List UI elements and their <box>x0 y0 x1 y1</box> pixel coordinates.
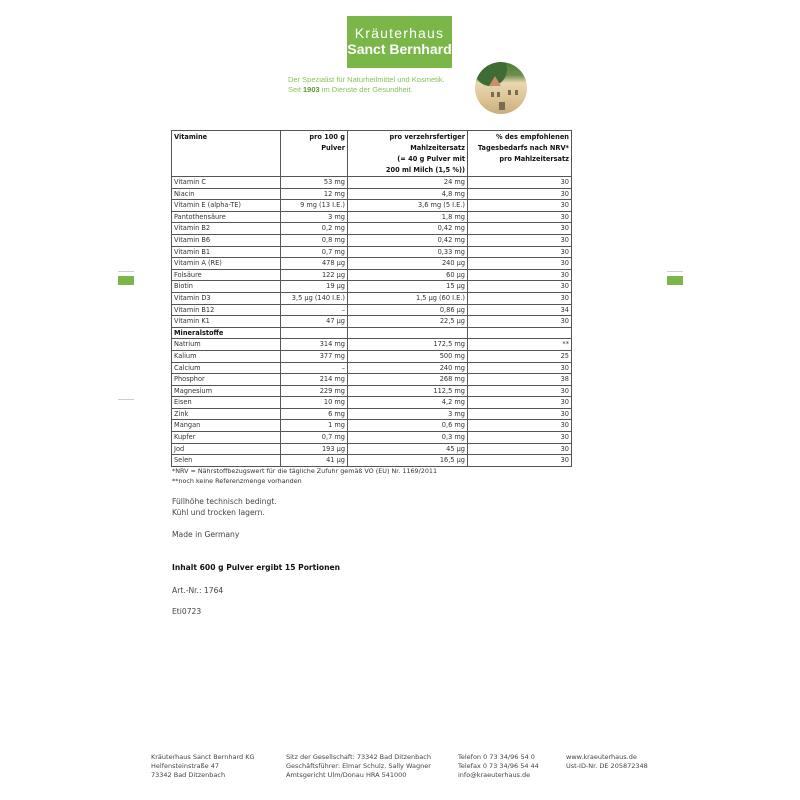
logo-line-2: Sanct Bernhard <box>347 41 452 57</box>
table-row <box>172 292 572 304</box>
value-per-100g: 9 mg (13 I.E.) <box>281 200 348 212</box>
window-shape <box>491 92 494 97</box>
table-row <box>172 327 572 339</box>
nrv-percent: 34 <box>468 304 572 316</box>
table-row <box>172 177 572 189</box>
header-text: Pulver <box>321 144 345 152</box>
value-per-meal: 60 µg <box>348 269 468 281</box>
nutrient-name: Calcium <box>172 362 281 374</box>
article-number: Art.-Nr.: 1764 <box>172 586 224 595</box>
logo-line-1: Kräuterhaus <box>354 25 445 41</box>
value-per-100g: 193 µg <box>281 443 348 455</box>
table-row <box>172 455 572 467</box>
table-row <box>172 420 572 432</box>
table-row <box>172 408 572 420</box>
table-row <box>172 281 572 293</box>
nutrient-name: Mangan <box>172 420 281 432</box>
nrv-percent: 30 <box>468 432 572 444</box>
tagline <box>288 75 445 95</box>
table-footnotes <box>172 466 437 486</box>
window-shape <box>515 90 518 95</box>
table-row <box>172 234 572 246</box>
nrv-percent: 30 <box>468 316 572 328</box>
footer-line: 73342 Bad Ditzenbach <box>151 771 226 779</box>
value-per-meal: 268 mg <box>348 374 468 386</box>
nutrition-table <box>171 130 572 467</box>
table-row <box>172 362 572 374</box>
value-per-meal: 500 mg <box>348 350 468 362</box>
nutrient-name: Niacin <box>172 188 281 200</box>
fold-mark-line <box>667 271 683 272</box>
content-info: Inhalt 600 g Pulver ergibt 15 Portionen <box>172 563 341 572</box>
footer-web <box>566 753 648 771</box>
footer-line: Geschäftsführer: Elmar Schulz, Sally Wagner <box>286 762 431 770</box>
header-text: % des empfohlenen <box>495 133 569 141</box>
table-row <box>172 269 572 281</box>
nrv-percent: 30 <box>468 269 572 281</box>
nutrient-name: Vitamin B6 <box>172 234 281 246</box>
nutrient-name: Kupfer <box>172 432 281 444</box>
footer-line: Helfensteinstraße 47 <box>151 762 219 770</box>
nutrient-name: Vitamin K1 <box>172 316 281 328</box>
value-per-meal: 45 µg <box>348 443 468 455</box>
header-per-meal <box>348 131 468 177</box>
table-row <box>172 339 572 351</box>
nrv-percent: 30 <box>468 455 572 467</box>
value-per-100g: 53 mg <box>281 177 348 189</box>
nutrient-name: Natrium <box>172 339 281 351</box>
nrv-percent: 30 <box>468 188 572 200</box>
value-per-100g: 0,7 mg <box>281 432 348 444</box>
nrv-percent: 30 <box>468 362 572 374</box>
building-photo <box>475 62 527 114</box>
table-row <box>172 374 572 386</box>
empty-cell <box>348 327 468 339</box>
value-per-meal: 4,8 mg <box>348 188 468 200</box>
nrv-percent: 30 <box>468 281 572 293</box>
value-per-meal: 0,42 mg <box>348 223 468 235</box>
nutrient-name: Vitamin A (RE) <box>172 258 281 270</box>
nrv-percent: 38 <box>468 374 572 386</box>
footer-line: Sitz der Gesellschaft: 73342 Bad Ditzenbach <box>286 753 431 761</box>
nrv-percent: 30 <box>468 408 572 420</box>
header-text: (= 40 g Pulver mit <box>397 155 465 163</box>
value-per-100g: 314 mg <box>281 339 348 351</box>
table-row <box>172 211 572 223</box>
footer-line: Kräuterhaus Sanct Bernhard KG <box>151 753 255 761</box>
table-row <box>172 246 572 258</box>
nutrient-name: Selen <box>172 455 281 467</box>
value-per-meal: 1,8 mg <box>348 211 468 223</box>
header-text: Tagesbedarfs nach NRV* <box>477 144 569 152</box>
value-per-100g: 19 µg <box>281 281 348 293</box>
footer-email-link[interactable]: info@kraeuterhaus.de <box>458 771 531 779</box>
section-label-minerals: Mineralstoffe <box>172 327 281 339</box>
minerals-body <box>172 339 572 467</box>
nrv-percent: ** <box>468 339 572 351</box>
value-per-meal: 172,5 mg <box>348 339 468 351</box>
fold-mark-line <box>118 399 134 400</box>
tagline-year: 1903 <box>303 85 320 94</box>
value-per-meal: 240 µg <box>348 258 468 270</box>
nutrient-name: Kalium <box>172 350 281 362</box>
nutrient-name: Vitamin B2 <box>172 223 281 235</box>
value-per-100g: 1 mg <box>281 420 348 432</box>
door-shape <box>499 102 505 110</box>
fold-mark-box <box>118 276 134 285</box>
footer-company <box>151 753 255 780</box>
storage-notes <box>172 496 277 518</box>
empty-cell <box>468 327 572 339</box>
storage-note: Kühl und trocken lagern. <box>172 508 265 517</box>
nrv-percent: 25 <box>468 350 572 362</box>
nutrient-name: Vitamin B1 <box>172 246 281 258</box>
nrv-percent: 30 <box>468 211 572 223</box>
header-vitamine: Vitamine <box>172 131 281 177</box>
table-row <box>172 223 572 235</box>
footer-legal <box>286 753 431 780</box>
table-row <box>172 258 572 270</box>
value-per-meal: 24 mg <box>348 177 468 189</box>
nutrient-name: Vitamin D3 <box>172 292 281 304</box>
window-shape <box>508 90 511 95</box>
building-tower-shape <box>489 76 501 86</box>
table-row <box>172 304 572 316</box>
nrv-percent: 30 <box>468 223 572 235</box>
nutrient-name: Zink <box>172 408 281 420</box>
tagline-line-1: Der Spezialist für Naturheilmittel und Kosmetik. <box>288 75 445 84</box>
header-text: pro 100 g <box>309 133 345 141</box>
nrv-percent: 30 <box>468 234 572 246</box>
tagline-line-2 <box>288 85 445 95</box>
nrv-percent: 30 <box>468 385 572 397</box>
header-text: 200 ml Milch (1,5 %)) <box>385 166 465 174</box>
minerals-section-header <box>172 327 572 339</box>
value-per-100g: 47 µg <box>281 316 348 328</box>
header-text: Mahlzeitersatz <box>410 144 465 152</box>
value-per-100g: – <box>281 304 348 316</box>
footer-website-link[interactable]: www.kraeuterhaus.de <box>566 753 637 761</box>
nrv-percent: 30 <box>468 177 572 189</box>
value-per-meal: 112,5 mg <box>348 385 468 397</box>
brand-logo <box>347 16 452 68</box>
value-per-100g: 0,8 mg <box>281 234 348 246</box>
value-per-100g: 377 mg <box>281 350 348 362</box>
nutrient-name: Phosphor <box>172 374 281 386</box>
value-per-100g: 6 mg <box>281 408 348 420</box>
header-text: pro Mahlzeitersatz <box>499 155 569 163</box>
nrv-percent: 30 <box>468 292 572 304</box>
footer-fax: Telefax 0 73 34/96 54 44 <box>458 762 539 770</box>
footer-line: Amtsgericht Ulm/Donau HRA 541000 <box>286 771 407 779</box>
value-per-100g: 478 µg <box>281 258 348 270</box>
table-row <box>172 350 572 362</box>
value-per-100g: 3 mg <box>281 211 348 223</box>
window-shape <box>497 92 500 97</box>
value-per-meal: 1,5 µg (60 I.E.) <box>348 292 468 304</box>
table-row <box>172 200 572 212</box>
fill-note: Füllhöhe technisch bedingt. <box>172 497 277 506</box>
value-per-meal: 4,2 mg <box>348 397 468 409</box>
table-row <box>172 432 572 444</box>
value-per-100g: 0,2 mg <box>281 223 348 235</box>
nrv-percent: 30 <box>468 200 572 212</box>
nutrient-name: Biotin <box>172 281 281 293</box>
fold-mark-line <box>118 271 134 272</box>
nrv-percent: 30 <box>468 246 572 258</box>
footer-contact <box>458 753 539 780</box>
value-per-meal: 16,5 µg <box>348 455 468 467</box>
table-row <box>172 316 572 328</box>
nrv-percent: 30 <box>468 443 572 455</box>
value-per-100g: 41 µg <box>281 455 348 467</box>
nutrient-name: Magnesium <box>172 385 281 397</box>
fold-mark-box <box>667 276 683 285</box>
tagline-pre: Seit <box>288 85 304 94</box>
table-row <box>172 443 572 455</box>
value-per-100g: – <box>281 362 348 374</box>
value-per-100g: 12 mg <box>281 188 348 200</box>
table-header-row <box>172 131 572 177</box>
value-per-meal: 0,42 mg <box>348 234 468 246</box>
nutrient-name: Vitamin C <box>172 177 281 189</box>
value-per-meal: 0,86 µg <box>348 304 468 316</box>
table-row <box>172 188 572 200</box>
made-in: Made in Germany <box>172 530 240 539</box>
nutrient-name: Vitamin B12 <box>172 304 281 316</box>
nutrient-name: Pantothensäure <box>172 211 281 223</box>
header-per-100g <box>281 131 348 177</box>
value-per-meal: 240 mg <box>348 362 468 374</box>
value-per-meal: 0,3 mg <box>348 432 468 444</box>
nrv-percent: 30 <box>468 420 572 432</box>
value-per-meal: 0,33 mg <box>348 246 468 258</box>
footnote-no-reference: **noch keine Referenzmenge vorhanden <box>172 477 302 485</box>
value-per-meal: 22,5 µg <box>348 316 468 328</box>
value-per-meal: 3 mg <box>348 408 468 420</box>
nutrient-name: Jod <box>172 443 281 455</box>
empty-cell <box>281 327 348 339</box>
nrv-percent: 30 <box>468 258 572 270</box>
value-per-100g: 214 mg <box>281 374 348 386</box>
footer-phone: Telefon 0 73 34/96 54 0 <box>458 753 535 761</box>
nutrient-name: Folsäure <box>172 269 281 281</box>
value-per-100g: 3,5 µg (140 I.E.) <box>281 292 348 304</box>
value-per-meal: 15 µg <box>348 281 468 293</box>
tagline-post: im Dienste der Gesundheit. <box>319 85 413 94</box>
value-per-100g: 0,7 mg <box>281 246 348 258</box>
header-nrv-percent <box>468 131 572 177</box>
table-row <box>172 385 572 397</box>
nrv-percent: 30 <box>468 397 572 409</box>
value-per-meal: 3,6 mg (5 I.E.) <box>348 200 468 212</box>
nutrient-name: Vitamin E (alpha-TE) <box>172 200 281 212</box>
table-row <box>172 397 572 409</box>
value-per-100g: 229 mg <box>281 385 348 397</box>
vitamins-body <box>172 177 572 328</box>
footnote-nrv: *NRV = Nährstoffbezugswert für die tägliche Zufuhr gemäß VO (EU) Nr. 1169/2011 <box>172 467 438 475</box>
value-per-meal: 0,6 mg <box>348 420 468 432</box>
label-code: Eti0723 <box>172 607 202 616</box>
footer-vat-id: Ust-ID-Nr. DE 205872348 <box>566 762 648 770</box>
value-per-100g: 122 µg <box>281 269 348 281</box>
header-text: pro verzehrsfertiger <box>389 133 465 141</box>
value-per-100g: 10 mg <box>281 397 348 409</box>
nutrient-name: Eisen <box>172 397 281 409</box>
